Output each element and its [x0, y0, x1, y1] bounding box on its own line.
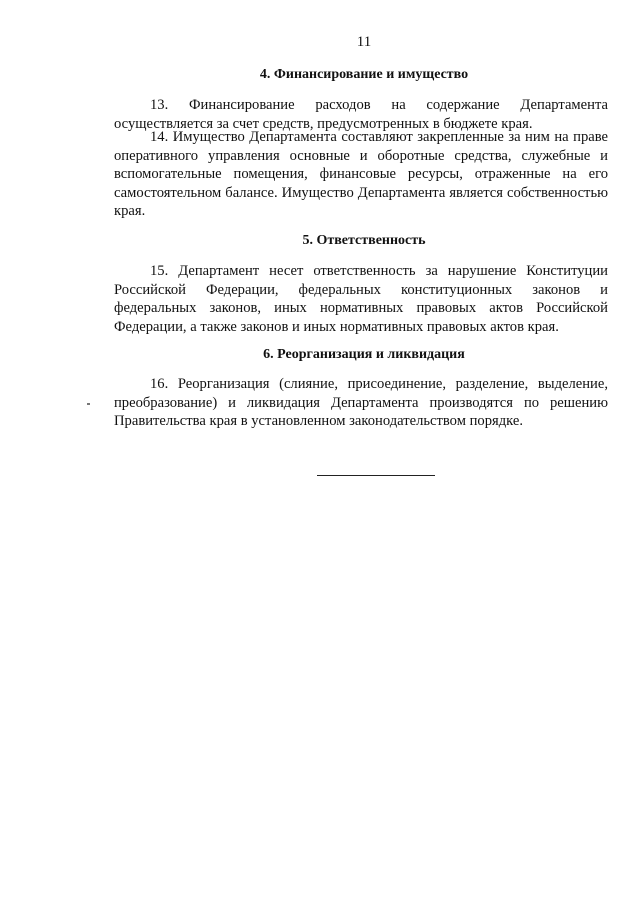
paragraph-15: 15. Департамент несет ответственность за нарушение Конституции Российской Федерации, федеральных конституционных законов и федеральных законов, иных нормативных правовых актов Российской Федерации, а также законов и иных нормативных правовых актов края.	[114, 263, 608, 335]
section-heading-financing: 4. Финансирование и имущество	[259, 67, 469, 82]
end-of-document-rule	[317, 475, 435, 476]
section-heading-responsibility: 5. Ответственность	[302, 233, 426, 248]
margin-mark	[87, 403, 90, 405]
paragraph-14: 14. Имущество Департамента составляют закрепленные за ним на праве оперативного управления основные и оборотные средства, служебные и вспомогательные помещения, финансовые ресурсы, отраженные на его самостоятельном балансе. Имущество Департамента является собственностью края.	[114, 129, 608, 219]
paragraph-13: 13. Финансирование расходов на содержание Департамента осуществляется за счет средств, предусмотренных в бюджете края.	[114, 97, 608, 132]
page-number: 11	[356, 34, 372, 50]
section-heading-reorganization: 6. Реорганизация и ликвидация	[263, 347, 465, 362]
paragraph-16: 16. Реорганизация (слияние, присоединение, разделение, выделение, преобразование) и ликвидация Департамента производятся по решению Правительства края в установленном законодательством порядке.	[114, 376, 608, 429]
